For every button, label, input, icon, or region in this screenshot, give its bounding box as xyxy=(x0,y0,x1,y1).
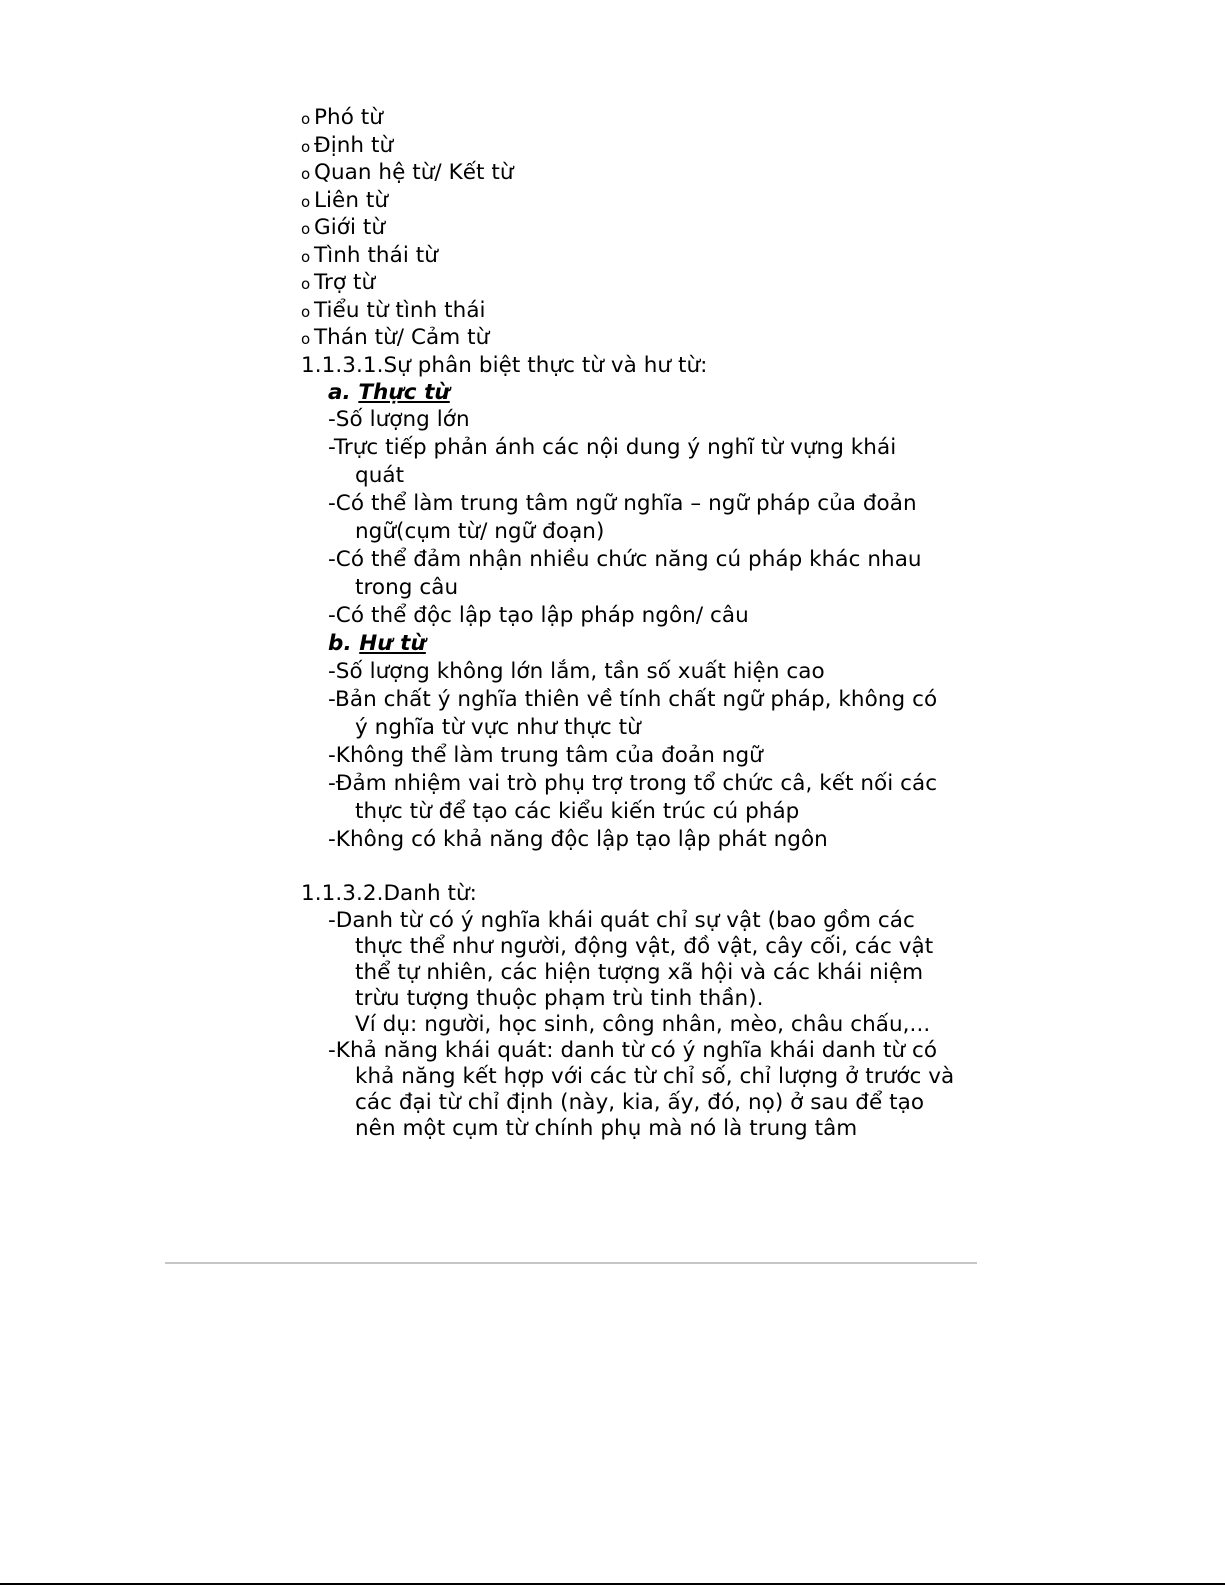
paragraph-line: -Bản chất ý nghĩa thiên về tính chất ngữ pháp, không có xyxy=(328,687,938,712)
subheading-hu-tu xyxy=(328,631,426,657)
subheading-marker: b. xyxy=(328,631,352,656)
list-item-text: Tình thái từ xyxy=(314,243,438,268)
list-item-text: Tiểu từ tình thái xyxy=(314,298,486,323)
list-item-text: Liên từ xyxy=(314,188,389,213)
paragraph-line: trừu tượng thuộc phạm trù tinh thần). xyxy=(355,986,764,1011)
bullet-icon: o xyxy=(301,165,311,183)
paragraph-line: -Không có khả năng độc lập tạo lập phát ngôn xyxy=(328,827,828,852)
bullet-icon: o xyxy=(301,138,311,156)
list-item-text: Định từ xyxy=(314,133,394,158)
paragraph-line: -Không thể làm trung tâm của đoản ngữ xyxy=(328,743,763,768)
paragraph-line: -Có thể làm trung tâm ngữ nghĩa – ngữ pháp của đoản xyxy=(328,491,917,516)
list-item xyxy=(301,243,438,270)
list-item xyxy=(301,298,486,325)
list-item xyxy=(301,325,489,352)
list-item-text: Giới từ xyxy=(314,215,386,240)
paragraph-line: ý nghĩa từ vực như thực từ xyxy=(355,715,641,740)
list-item xyxy=(301,215,385,242)
paragraph-line: -Có thể đảm nhận nhiều chức năng cú pháp khác nhau xyxy=(328,547,922,572)
subheading-title: Hư từ xyxy=(359,631,426,656)
paragraph-line: -Khả năng khái quát: danh từ có ý nghĩa khái danh từ có xyxy=(328,1038,938,1063)
section-heading: 1.1.3.1.Sự phân biệt thực từ và hư từ: xyxy=(301,353,708,378)
bullet-icon: o xyxy=(301,248,311,266)
bullet-icon: o xyxy=(301,275,311,293)
paragraph-line: quát xyxy=(355,463,405,488)
paragraph-line: -Số lượng không lớn lắm, tần số xuất hiện cao xyxy=(328,659,825,684)
paragraph-line: thực thể như người, động vật, đồ vật, cây cối, các vật xyxy=(355,934,934,959)
bullet-icon: o xyxy=(301,193,311,211)
list-item xyxy=(301,160,514,187)
list-item xyxy=(301,270,375,297)
bullet-icon: o xyxy=(301,220,311,238)
list-item-text: Quan hệ từ/ Kết từ xyxy=(314,160,514,185)
subheading-thuc-tu xyxy=(328,380,450,406)
paragraph-line: thực từ để tạo các kiểu kiến trúc cú pháp xyxy=(355,799,800,824)
example-line: Ví dụ: người, học sinh, công nhân, mèo, châu chấu,... xyxy=(355,1012,931,1037)
paragraph-line: trong câu xyxy=(355,575,459,600)
bullet-icon: o xyxy=(301,303,311,321)
paragraph-line: -Đảm nhiệm vai trò phụ trợ trong tổ chức câ, kết nối các xyxy=(328,771,938,796)
paragraph-line: các đại từ chỉ định (này, kia, ấy, đó, nọ) ở sau để tạo xyxy=(355,1090,925,1115)
paragraph-line: -Có thể độc lập tạo lập pháp ngôn/ câu xyxy=(328,603,749,628)
list-item xyxy=(301,105,383,132)
bullet-icon: o xyxy=(301,110,311,128)
footer-divider xyxy=(165,1262,977,1264)
paragraph-line: ngữ(cụm từ/ ngữ đoạn) xyxy=(355,519,605,544)
list-item-text: Phó từ xyxy=(314,105,383,130)
subheading-marker: a. xyxy=(328,380,351,405)
paragraph-line: -Số lượng lớn xyxy=(328,407,470,432)
paragraph-line: khả năng kết hợp với các từ chỉ số, chỉ lượng ở trước và xyxy=(355,1064,955,1089)
list-item-text: Trợ từ xyxy=(314,270,376,295)
section-heading: 1.1.3.2.Danh từ: xyxy=(301,881,477,906)
paragraph-line: thể tự nhiên, các hiện tượng xã hội và các khái niệm xyxy=(355,960,924,985)
list-item xyxy=(301,133,393,160)
list-item xyxy=(301,188,388,215)
subheading-title: Thực từ xyxy=(358,380,450,405)
paragraph-line: -Trực tiếp phản ánh các nội dung ý nghĩ từ vựng khái xyxy=(328,435,897,460)
bullet-icon: o xyxy=(301,330,311,348)
list-item-text: Thán từ/ Cảm từ xyxy=(314,325,490,350)
paragraph-line: nên một cụm từ chính phụ mà nó là trung tâm xyxy=(355,1116,858,1141)
paragraph-line: -Danh từ có ý nghĩa khái quát chỉ sự vật (bao gồm các xyxy=(328,908,915,933)
